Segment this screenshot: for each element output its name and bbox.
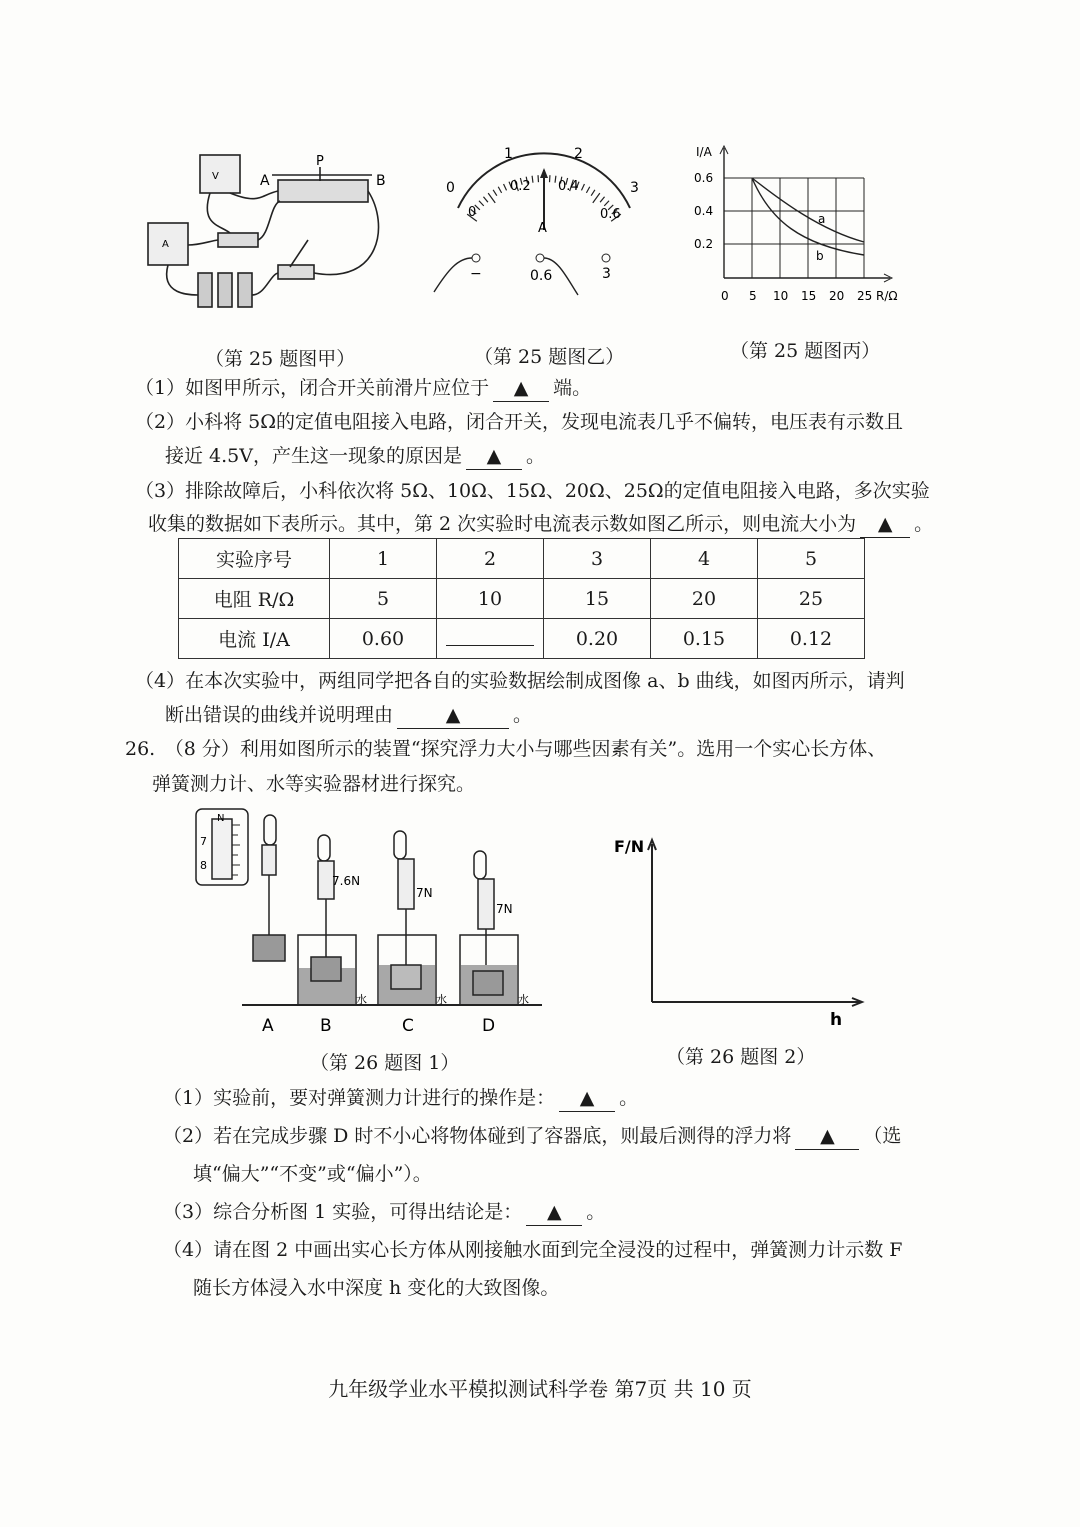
fig26-2-graph — [612, 832, 872, 1032]
curve-a-label: a — [818, 212, 826, 226]
q25-2-line1: （2）小科将 5Ω的定值电阻接入电路，闭合开关，发现电流表几乎不偏转，电压表有示数且 — [135, 411, 903, 433]
dial-tick — [504, 184, 507, 190]
dial-top-1: 1 — [504, 146, 513, 162]
row-header: 实验序号 — [179, 539, 330, 579]
ammeter-label: A — [162, 239, 169, 250]
q26-3: （3）综合分析图 1 实验，可得出结论是： ▲ 。 — [163, 1199, 605, 1226]
row-header: 电阻 R/Ω — [179, 579, 330, 619]
table-cell-blank[interactable] — [437, 619, 544, 659]
dial-unit: A — [538, 221, 547, 236]
label-b: B — [320, 1016, 332, 1036]
dial-tick — [479, 201, 484, 206]
q25-4-line2: 断出错误的曲线并说明理由 ▲ 。 — [165, 702, 532, 729]
dial-top-2: 2 — [574, 146, 583, 162]
answer-blank[interactable]: ▲ — [526, 1199, 582, 1226]
table-cell: 10 — [437, 579, 544, 619]
q26-2-line2: 填“偏大”“不变”或“偏小”）。 — [193, 1163, 432, 1185]
dial-tick — [586, 187, 589, 193]
block-a — [253, 935, 285, 961]
dial-tick — [498, 187, 501, 193]
block-b — [311, 957, 341, 981]
table-cell: 20 — [651, 579, 758, 619]
table-row — [179, 539, 865, 579]
dial-top-0: 0 — [446, 180, 455, 196]
fig2-x-label: h — [830, 1010, 843, 1030]
label-c: C — [402, 1016, 414, 1036]
fig-yi-caption: （第 25 题图乙） — [474, 346, 625, 368]
water-label: 水 — [356, 993, 367, 1006]
q26-1: （1）实验前，要对弹簧测力计进行的操作是： ▲ 。 — [163, 1085, 638, 1112]
dial-tick — [488, 193, 495, 203]
q26-4-line1: （4）请在图 2 中画出实心长方体从刚接触水面到完全浸没的过程中，弹簧测力计示数 F — [163, 1239, 903, 1261]
scale-mark-8: 8 — [200, 859, 207, 872]
voltmeter-label: V — [212, 171, 219, 182]
table-cell: 3 — [544, 539, 651, 579]
table-cell: 5 — [330, 579, 437, 619]
q26-intro-line1: 26. （8 分）利用如图所示的装置“探究浮力大小与哪些因素有关”。选用一个实心长方体、 — [125, 738, 887, 760]
x-tick-label: 25 — [857, 289, 873, 303]
terminal-3: 3 — [602, 266, 611, 282]
dial-tick — [493, 190, 497, 196]
answer-blank[interactable]: ▲ — [493, 375, 549, 402]
label-a: A — [262, 1016, 274, 1036]
table-cell: 0.12 — [758, 619, 865, 659]
table-row — [179, 579, 865, 619]
table-cell: 15 — [544, 579, 651, 619]
data-table — [178, 538, 865, 659]
dial-tick — [600, 197, 604, 202]
fig-jia-caption: （第 25 题图甲） — [205, 348, 356, 370]
answer-blank[interactable]: ▲ — [795, 1123, 859, 1150]
x-tick-label: 20 — [829, 289, 845, 303]
fig2-y-label: F/N — [614, 837, 645, 856]
fig-bing-caption: （第 25 题图丙） — [730, 340, 881, 362]
dial-tick — [581, 184, 584, 190]
q25-2-line2: 接近 4.5V，产生这一现象的原因是 ▲ 。 — [165, 443, 545, 470]
table-cell: 4 — [651, 539, 758, 579]
reading-b: 7.6N — [332, 874, 361, 888]
label-d: D — [482, 1016, 496, 1036]
dial-bottom-1: 0.2 — [510, 179, 531, 194]
fig26-2-caption: （第 26 题图 2） — [666, 1046, 816, 1068]
battery — [238, 273, 252, 307]
table-cell: 5 — [758, 539, 865, 579]
x-tick-label: 0 — [721, 289, 729, 303]
rheostat-end-b-label: B — [376, 173, 386, 189]
dial-tick — [604, 201, 609, 206]
battery — [218, 273, 232, 307]
y-tick-label: 0.4 — [694, 204, 714, 218]
battery — [198, 273, 212, 307]
reading-d: 7N — [496, 902, 513, 916]
dial-top-3: 3 — [630, 180, 639, 196]
dial-bottom-3: 0.6 — [600, 207, 621, 222]
answer-blank[interactable]: ▲ — [466, 443, 522, 470]
graph-y-label: I/A — [696, 145, 712, 159]
x-tick-label: 5 — [749, 289, 757, 303]
table-cell: 1 — [330, 539, 437, 579]
rheostat — [278, 180, 368, 202]
y-tick-label: 0.6 — [694, 171, 714, 185]
x-tick-label: 15 — [801, 289, 817, 303]
dial-bottom-2: 0.4 — [558, 179, 579, 194]
fixed-resistor — [218, 233, 258, 247]
switch — [278, 265, 314, 279]
fig25-jia-circuit — [140, 145, 400, 325]
answer-blank[interactable]: ▲ — [860, 511, 910, 538]
graph-x-label: R/Ω — [876, 289, 898, 303]
current-blank[interactable] — [446, 627, 534, 646]
scale-mark-7: 7 — [200, 835, 207, 848]
fig25-yi-ammeter-dial — [428, 140, 658, 300]
table-cell: 25 — [758, 579, 865, 619]
slider-p-label: P — [316, 154, 324, 169]
q26-4-line2: 随长方体浸入水中深度 h 变化的大致图像。 — [193, 1277, 560, 1299]
fig26-1-apparatus — [190, 805, 550, 1037]
q26-2-line1: （2）若在完成步骤 D 时不小心将物体碰到了容器底，则最后测得的浮力将 ▲ （选 — [163, 1123, 901, 1150]
x-tick-label: 10 — [773, 289, 789, 303]
q26-intro-line2: 弹簧测力计、水等实验器材进行探究。 — [152, 773, 476, 795]
dial-bottom-0: 0 — [468, 205, 477, 220]
terminal-negative: − — [470, 266, 482, 282]
table-cell: 0.15 — [651, 619, 758, 659]
fig26-1-caption: （第 26 题图 1） — [310, 1052, 460, 1074]
table-cell: 2 — [437, 539, 544, 579]
q25-4-line1: （4）在本次实验中，两组同学把各自的实验数据绘制成图像 a、b 曲线，如图丙所示，请判 — [135, 670, 905, 692]
y-tick-label: 0.2 — [694, 237, 714, 251]
curve-b-label: b — [816, 249, 824, 263]
q25-1: （1）如图甲所示，闭合开关前滑片应位于 ▲ 端。 — [135, 375, 591, 402]
terminal-0.6: 0.6 — [530, 268, 553, 284]
block-c — [391, 965, 421, 989]
scale-unit: N — [217, 813, 225, 824]
water-label: 水 — [436, 993, 447, 1006]
q25-3-line2: 收集的数据如下表所示。其中，第 2 次实验时电流表示数如图乙所示，则电流大小为 ▲ 。 — [148, 511, 933, 538]
table-cell: 0.60 — [330, 619, 437, 659]
table-cell: 0.20 — [544, 619, 651, 659]
row-header: 电流 I/A — [179, 619, 330, 659]
answer-blank[interactable]: ▲ — [397, 702, 509, 729]
page-footer: 九年级学业水平模拟测试科学卷 第7页 共 10 页 — [328, 1377, 752, 1401]
dial-tick — [555, 176, 556, 183]
fig25-bing-graph — [690, 140, 920, 310]
dial-tick — [591, 190, 595, 196]
voltmeter — [200, 155, 240, 193]
answer-blank[interactable]: ▲ — [559, 1085, 615, 1112]
water-label: 水 — [518, 993, 529, 1006]
dial-tick — [593, 193, 600, 203]
q25-3-line1: （3）排除故障后，小科依次将 5Ω、10Ω、15Ω、20Ω、25Ω的定值电阻接入电路，多次实验 — [135, 480, 930, 502]
reading-c: 7N — [416, 886, 433, 900]
dial-tick — [532, 176, 533, 183]
block-d — [473, 971, 503, 995]
table-row — [179, 619, 865, 659]
dial-tick — [483, 197, 487, 202]
rheostat-end-a-label: A — [260, 173, 270, 189]
